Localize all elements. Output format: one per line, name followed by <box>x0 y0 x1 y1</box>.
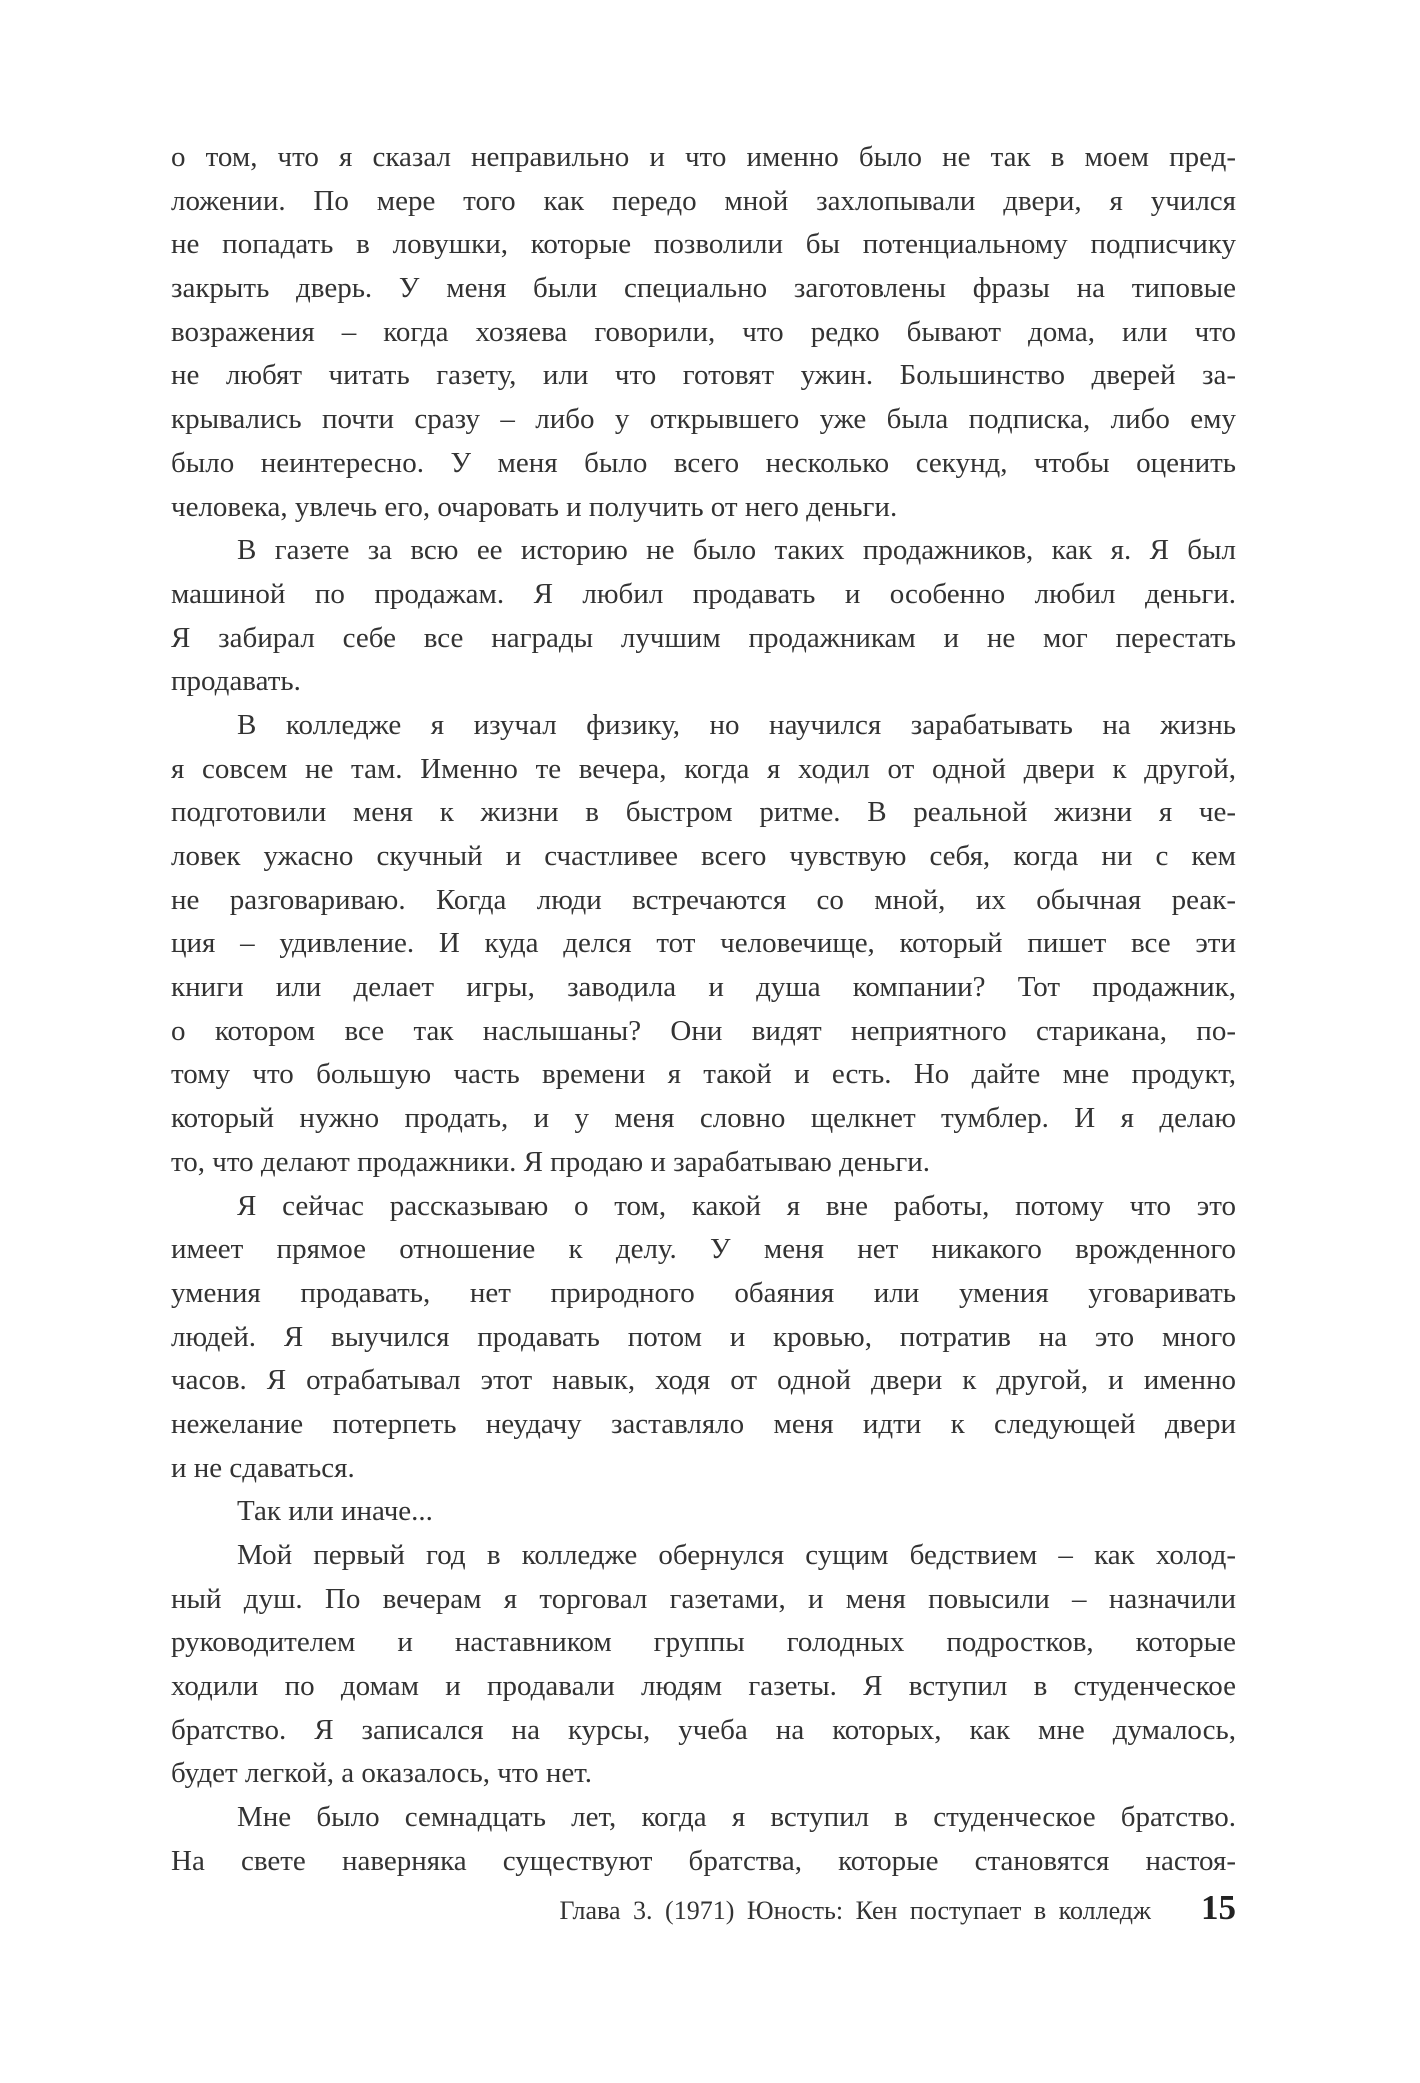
text-line: то, что делают продажники. Я продаю и зарабатываю деньги. <box>171 1145 931 1178</box>
text-line: будет легкой, а оказалось, что нет. <box>171 1757 593 1790</box>
text-line: Мне было семнадцать лет, когда я вступил в студенческое братство. <box>237 1801 1236 1834</box>
text-line: На свете наверняка существуют братства, которые становятся настоя- <box>171 1844 1236 1877</box>
text-line: продавать. <box>171 665 301 698</box>
paragraph <box>171 529 1236 704</box>
text-line: ходили по домам и продавали людям газеты. Я вступил в студенческое <box>171 1670 1236 1703</box>
text-line: ловек ужасно скучный и счастливее всего чувствую себя, когда ни с кем <box>171 840 1236 872</box>
paragraph <box>171 1796 1236 1883</box>
text-line: о котором все так наслышаны? Они видят неприятного старикана, по- <box>171 1014 1236 1047</box>
text-line: крывались почти сразу – либо у открывшего уже была подписка, либо ему <box>171 403 1236 436</box>
text-line: человека, увлечь его, очаровать и получить от него деньги. <box>171 490 898 523</box>
text-line: Я забирал себе все награды лучшим продажникам и не мог перестать <box>171 621 1236 654</box>
text-line: имеет прямое отношение к делу. У меня нет никакого врожденного <box>171 1233 1236 1266</box>
text-line: ция – удивление. И куда делся тот человечище, который пишет все эти <box>171 927 1236 960</box>
page-footer <box>171 1888 1236 1928</box>
running-title: Глава 3. (1971) Юность: Кен поступает в колледж <box>559 1896 1151 1925</box>
text-line: не разговариваю. Когда люди встречаются со мной, их обычная реак- <box>171 883 1236 916</box>
text-line: тому что большую часть времени я такой и есть. Но дайте мне продукт, <box>171 1058 1236 1091</box>
text-line: я совсем не там. Именно те вечера, когда я ходил от одной двери к другой, <box>171 752 1236 785</box>
text-line: В колледже я изучал физику, но научился зарабатывать на жизнь <box>237 708 1236 741</box>
text-line: Мой первый год в колледже обернулся сущим бедствием – как холод- <box>237 1539 1236 1571</box>
text-line: подготовили меня к жизни в быстром ритме. В реальной жизни я че- <box>171 796 1236 829</box>
page-number: 15 <box>1201 1888 1236 1927</box>
text-line: машиной по продажам. Я любил продавать и особенно любил деньги. <box>171 577 1236 610</box>
text-line: ный душ. По вечерам я торговал газетами, и меня повысили – назначили <box>171 1582 1236 1615</box>
paragraph <box>171 704 1236 1185</box>
text-line: нежелание потерпеть неудачу заставляло меня идти к следующей двери <box>171 1407 1236 1440</box>
text-line: закрыть дверь. У меня были специально заготовлены фразы на типовые <box>171 272 1236 305</box>
text-line: не попадать в ловушки, которые позволили бы потенциальному подписчику <box>171 228 1236 261</box>
text-line: братство. Я записался на курсы, учеба на которых, как мне думалось, <box>171 1713 1236 1746</box>
text-line: Я сейчас рассказываю о том, какой я вне работы, потому что это <box>237 1189 1236 1222</box>
text-line: руководителем и наставником группы голодных подростков, которые <box>171 1626 1236 1659</box>
text-line: В газете за всю ее историю не было таких продажников, как я. Я был <box>237 534 1236 567</box>
text-line: книги или делает игры, заводила и душа компании? Тот продажник, <box>171 971 1236 1004</box>
text-line: возражения – когда хозяева говорили, что редко бывают дома, или что <box>171 315 1236 348</box>
text-line: Так или иначе... <box>237 1495 433 1528</box>
text-line: умения продавать, нет природного обаяния или умения уговаривать <box>171 1276 1236 1309</box>
text-line: людей. Я выучился продавать потом и кровью, потратив на это много <box>171 1320 1236 1353</box>
text-line: было неинтересно. У меня было всего несколько секунд, чтобы оценить <box>171 446 1236 479</box>
text-line: ложении. По мере того как передо мной захлопывали двери, я учился <box>171 184 1236 217</box>
paragraph <box>171 1185 1236 1491</box>
text-line: и не сдаваться. <box>171 1451 355 1484</box>
text-line: не любят читать газету, или что готовят ужин. Большинство дверей за- <box>171 359 1236 392</box>
paragraph <box>171 1490 1236 1534</box>
body-text <box>171 136 1236 1884</box>
paragraph <box>171 136 1236 529</box>
paragraph <box>171 1534 1236 1796</box>
text-line: о том, что я сказал неправильно и что именно было не так в моем пред- <box>171 141 1236 173</box>
text-line: часов. Я отрабатывал этот навык, ходя от одной двери к другой, и именно <box>171 1364 1236 1397</box>
text-line: который нужно продать, и у меня словно щелкнет тумблер. И я делаю <box>171 1102 1236 1135</box>
